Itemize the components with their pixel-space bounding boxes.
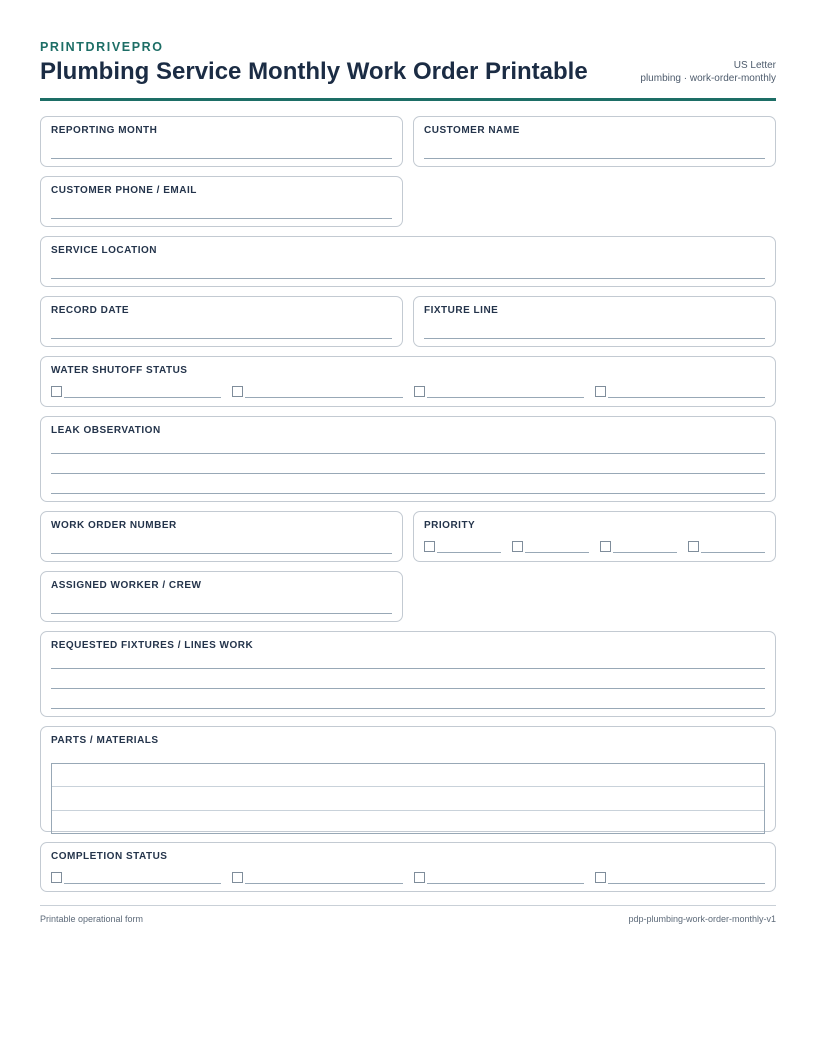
customer-name-input-line[interactable]: [424, 158, 765, 159]
priority-field: [413, 511, 776, 562]
reporting-month-input-line[interactable]: [51, 158, 392, 159]
water-shutoff-options: [51, 383, 765, 398]
table-row[interactable]: [52, 764, 764, 787]
service-location-input-line[interactable]: [51, 278, 765, 279]
option-line[interactable]: [245, 397, 402, 398]
paper-size: US Letter: [733, 60, 776, 71]
record-date-label: RECORD DATE: [51, 305, 130, 316]
option-line[interactable]: [64, 883, 221, 884]
parts-materials-label: PARTS / MATERIALS: [51, 735, 159, 746]
form-footer: [40, 905, 776, 924]
requested-work-line[interactable]: [51, 688, 765, 689]
customer-contact-input-line[interactable]: [51, 218, 392, 219]
completion-status-option: [51, 869, 221, 884]
water-shutoff-status-label: WATER SHUTOFF STATUS: [51, 365, 188, 376]
completion-status-option: [414, 869, 584, 884]
checkbox[interactable]: [51, 386, 62, 397]
priority-option: [424, 538, 501, 553]
requested-work-field: [40, 631, 776, 717]
checkbox[interactable]: [595, 872, 606, 883]
checkbox[interactable]: [232, 872, 243, 883]
checkbox[interactable]: [51, 872, 62, 883]
water-shutoff-status-field: [40, 356, 776, 407]
priority-option: [688, 538, 765, 553]
form-id: pdp-plumbing-work-order-monthly-v1: [628, 914, 776, 924]
priority-option: [512, 538, 589, 553]
assigned-worker-field: [40, 571, 403, 622]
priority-option: [600, 538, 677, 553]
water-shutoff-option: [595, 383, 765, 398]
requested-work-line[interactable]: [51, 708, 765, 709]
completion-status-options: [51, 869, 765, 884]
option-line[interactable]: [701, 552, 765, 553]
checkbox[interactable]: [414, 872, 425, 883]
customer-name-label: CUSTOMER NAME: [424, 125, 520, 136]
form-category: plumbing · work-order-monthly: [640, 73, 776, 84]
brand-name: PRINTDRIVEPRO: [40, 40, 164, 54]
option-line[interactable]: [437, 552, 501, 553]
checkbox[interactable]: [232, 386, 243, 397]
leak-observation-line[interactable]: [51, 473, 765, 474]
leak-observation-line[interactable]: [51, 453, 765, 454]
option-line[interactable]: [613, 552, 677, 553]
service-location-field: [40, 236, 776, 287]
checkbox[interactable]: [512, 541, 523, 552]
checkbox[interactable]: [600, 541, 611, 552]
checkbox[interactable]: [688, 541, 699, 552]
customer-contact-label: CUSTOMER PHONE / EMAIL: [51, 185, 197, 196]
table-row[interactable]: [52, 787, 764, 810]
fixture-line-label: FIXTURE LINE: [424, 305, 499, 316]
leak-observation-label: LEAK OBSERVATION: [51, 425, 161, 436]
water-shutoff-option: [232, 383, 402, 398]
completion-status-label: COMPLETION STATUS: [51, 851, 168, 862]
page-title: Plumbing Service Monthly Work Order Printable: [40, 58, 588, 85]
table-row[interactable]: [52, 811, 764, 834]
customer-contact-field: [40, 176, 403, 227]
requested-work-line[interactable]: [51, 668, 765, 669]
option-line[interactable]: [245, 883, 402, 884]
footer-description: Printable operational form: [40, 914, 144, 924]
water-shutoff-option: [414, 383, 584, 398]
service-location-label: SERVICE LOCATION: [51, 245, 157, 256]
customer-name-field: [413, 116, 776, 167]
assigned-worker-label: ASSIGNED WORKER / CREW: [51, 580, 202, 591]
reporting-month-field: [40, 116, 403, 167]
priority-options: [424, 538, 765, 553]
record-date-field: [40, 296, 403, 347]
option-line[interactable]: [608, 883, 765, 884]
checkbox[interactable]: [424, 541, 435, 552]
option-line[interactable]: [64, 397, 221, 398]
leak-observation-line[interactable]: [51, 493, 765, 494]
completion-status-field: [40, 842, 776, 892]
work-order-number-label: WORK ORDER NUMBER: [51, 520, 177, 531]
completion-status-option: [595, 869, 765, 884]
work-order-number-input-line[interactable]: [51, 553, 392, 554]
checkbox[interactable]: [595, 386, 606, 397]
priority-label: PRIORITY: [424, 520, 476, 531]
completion-status-option: [232, 869, 402, 884]
form-meta: [640, 59, 776, 85]
form-header: [40, 40, 776, 101]
parts-materials-table: [51, 763, 765, 834]
assigned-worker-input-line[interactable]: [51, 613, 392, 614]
option-line[interactable]: [608, 397, 765, 398]
leak-observation-field: [40, 416, 776, 502]
option-line[interactable]: [427, 883, 584, 884]
option-line[interactable]: [427, 397, 584, 398]
requested-work-label: REQUESTED FIXTURES / LINES WORK: [51, 640, 254, 651]
reporting-month-label: REPORTING MONTH: [51, 125, 158, 136]
water-shutoff-option: [51, 383, 221, 398]
option-line[interactable]: [525, 552, 589, 553]
record-date-input-line[interactable]: [51, 338, 392, 339]
checkbox[interactable]: [414, 386, 425, 397]
fixture-line-field: [413, 296, 776, 347]
work-order-number-field: [40, 511, 403, 562]
fixture-line-input-line[interactable]: [424, 338, 765, 339]
parts-materials-field: [40, 726, 776, 832]
